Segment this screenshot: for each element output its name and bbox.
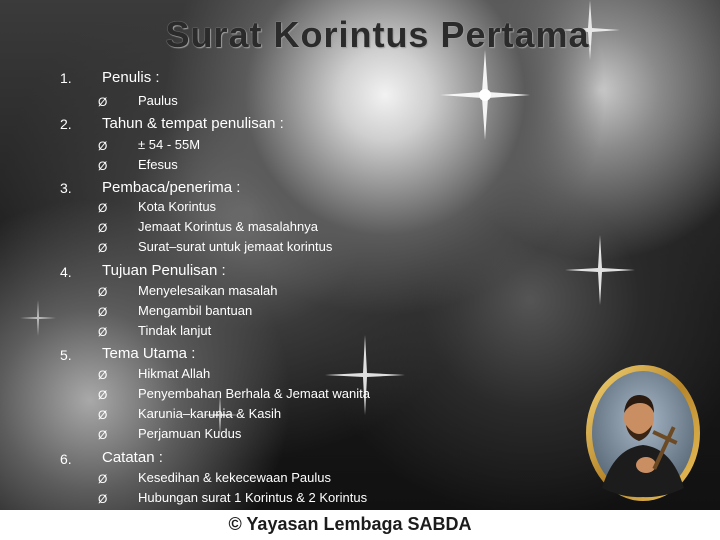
bullet-arrow-icon: Ø xyxy=(98,201,108,215)
bullet-arrow-icon: Ø xyxy=(98,325,108,339)
section-number: 2. xyxy=(60,116,72,132)
section-heading: Tema Utama : xyxy=(102,345,196,362)
list-item: Tindak lanjut xyxy=(138,323,212,338)
saint-portrait-image xyxy=(584,363,702,503)
footer-bar xyxy=(0,510,720,540)
bullet-arrow-icon: Ø xyxy=(98,388,108,402)
list-item: Hikmat Allah xyxy=(138,366,211,381)
list-item: Karunia–karunia & Kasih xyxy=(138,406,282,421)
section-heading: Penulis : xyxy=(102,69,160,86)
bullet-arrow-icon: Ø xyxy=(98,221,108,235)
list-item: ± 54 - 55M xyxy=(138,137,201,152)
bullet-arrow-icon: Ø xyxy=(98,472,108,486)
list-item: Penyembahan Berhala & Jemaat wanita xyxy=(138,386,370,401)
list-item: Hubungan surat 1 Korintus & 2 Korintus xyxy=(138,490,368,505)
list-item: Jemaat Korintus & masalahnya xyxy=(138,219,318,234)
section-heading: Catatan : xyxy=(102,449,163,466)
section-number: 1. xyxy=(60,70,72,86)
list-item: Paulus xyxy=(138,93,178,108)
list-item: Surat–surat untuk jemaat korintus xyxy=(138,239,333,254)
section-number: 6. xyxy=(60,451,72,467)
list-item: Efesus xyxy=(138,157,178,172)
section-number: 3. xyxy=(60,180,72,196)
bullet-arrow-icon: Ø xyxy=(98,368,108,382)
bullet-arrow-icon: Ø xyxy=(98,305,108,319)
section-heading: Pembaca/penerima : xyxy=(102,179,241,196)
slide-title: Surat Korintus Pertama xyxy=(165,14,590,55)
list-item: Mengambil bantuan xyxy=(138,303,253,318)
section-number: 5. xyxy=(60,347,72,363)
bullet-arrow-icon: Ø xyxy=(98,492,108,506)
bullet-arrow-icon: Ø xyxy=(98,95,108,109)
bullet-arrow-icon: Ø xyxy=(98,241,108,255)
list-item: Kota Korintus xyxy=(138,199,217,214)
footer-copyright: © Yayasan Lembaga SABDA xyxy=(228,514,472,534)
section-number: 4. xyxy=(60,264,72,280)
bullet-arrow-icon: Ø xyxy=(98,159,108,173)
list-item: Kesedihan & kekecewaan Paulus xyxy=(138,470,331,485)
bullet-arrow-icon: Ø xyxy=(98,285,108,299)
section-heading: Tujuan Penulisan : xyxy=(102,262,226,279)
bullet-arrow-icon: Ø xyxy=(98,428,108,442)
bullet-arrow-icon: Ø xyxy=(98,139,108,153)
section-heading: Tahun & tempat penulisan : xyxy=(102,115,284,132)
list-item: Menyelesaikan masalah xyxy=(138,283,278,298)
list-item: Perjamuan Kudus xyxy=(138,426,242,441)
bullet-arrow-icon: Ø xyxy=(98,408,108,422)
